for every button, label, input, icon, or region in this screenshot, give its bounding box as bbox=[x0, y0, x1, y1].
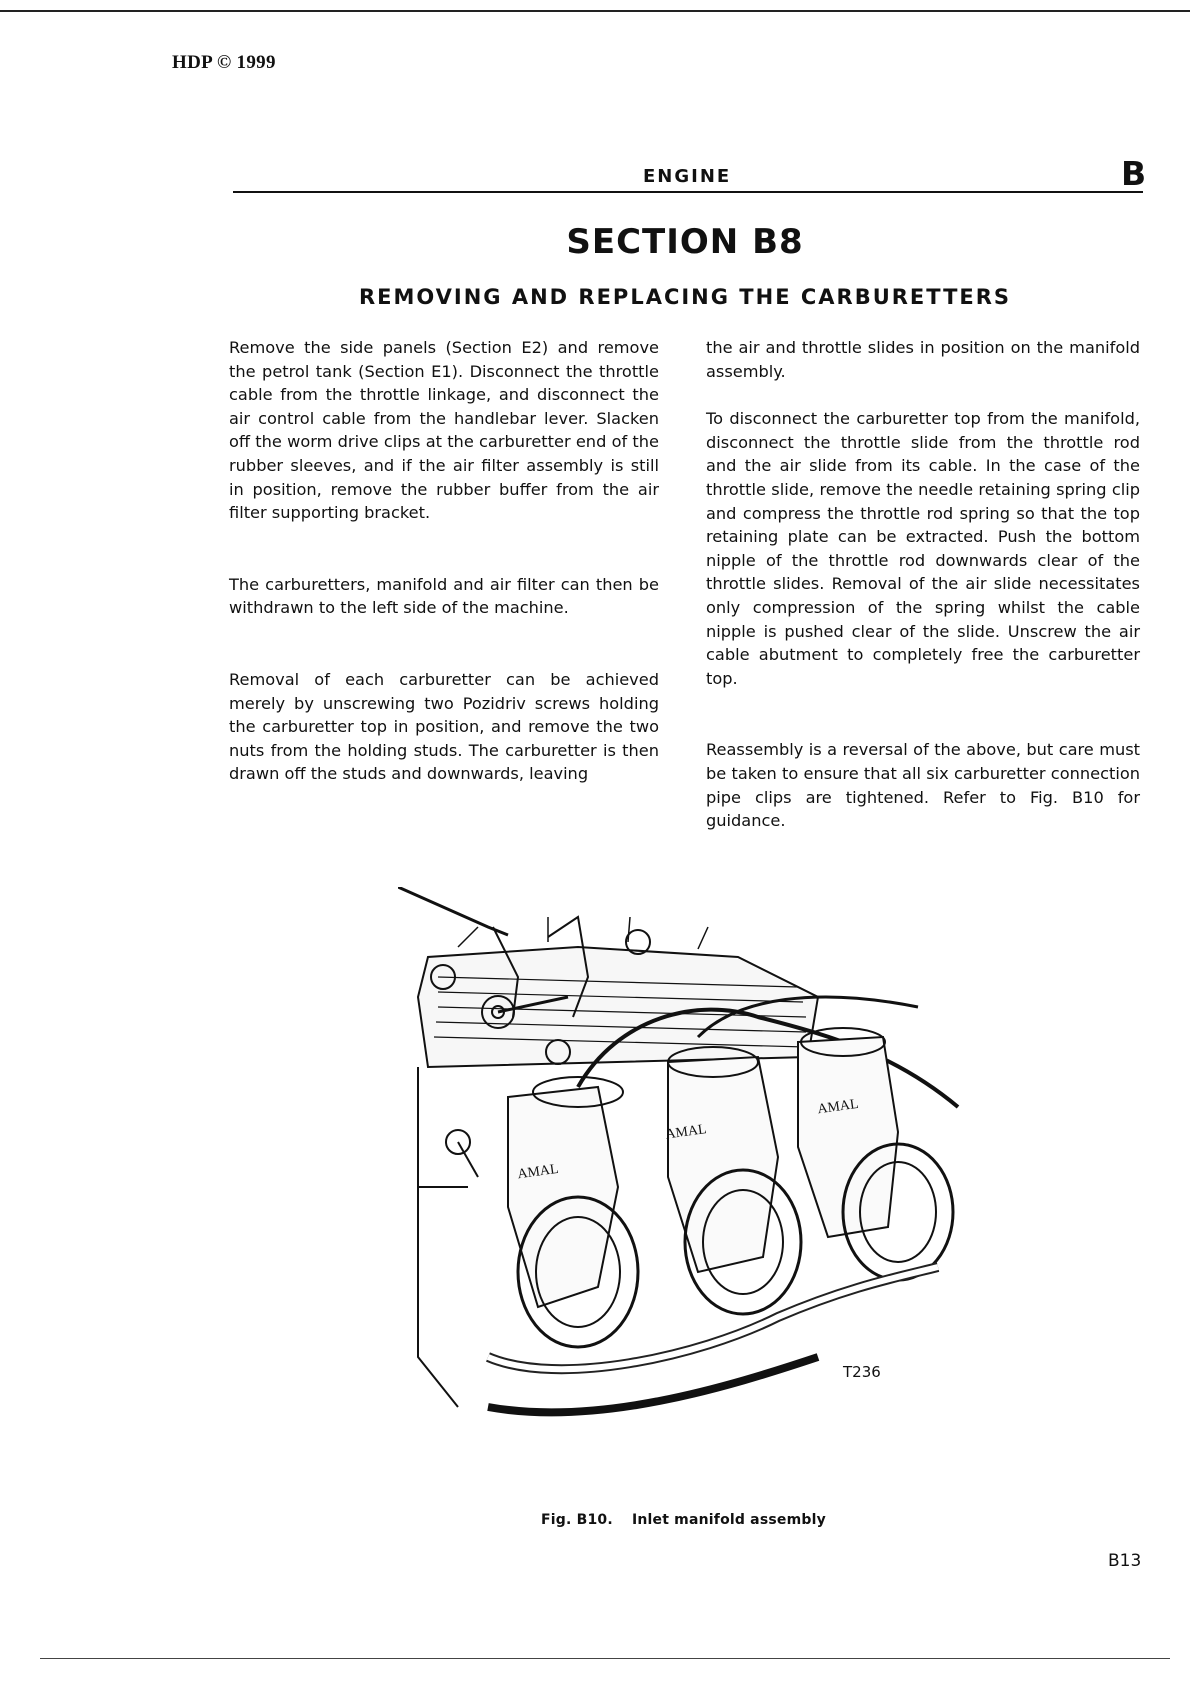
section-subtitle: REMOVING AND REPLACING THE CARBURETTERS bbox=[358, 285, 1012, 309]
page-number: B13 bbox=[1108, 1551, 1142, 1571]
figure-reference: T236 bbox=[843, 1363, 881, 1381]
header-rule bbox=[233, 191, 1143, 193]
bottom-rule bbox=[40, 1658, 1170, 1659]
inlet-manifold-illustration bbox=[398, 887, 978, 1467]
paragraph: Removal of each carburetter can be achieved merely by unscrewing two Pozidriv screws holding the carburetter top in position, and remove the two nuts from the holding studs. The carburetter is then drawn off the studs and downwards, leaving bbox=[229, 669, 659, 784]
copyright-notice: HDP © 1999 bbox=[172, 52, 276, 73]
paragraph: To disconnect the carburetter top from the manifold, disconnect the throttle slide from the throttle rod and the air slide from its cable. In the case of the throttle slide, remove the needle retaining spring clip and compress the throttle rod spring so that the top retaining plate can be extracted. Push the bottom nipple of the throttle rod downwards clear of the throttle slides. Removal of the air slide necessitates only compression of the spring whilst the cable nipple is pushed clear of the slide. Unscrew the air cable abutment to completely free the carburetter top. bbox=[706, 409, 1140, 688]
cylinder-head bbox=[418, 917, 868, 1407]
paragraph: The carburetters, manifold and air filter can then be withdrawn to the left side of the machine. bbox=[229, 574, 659, 618]
carburetter-left bbox=[508, 1077, 638, 1347]
paragraph: Reassembly is a reversal of the above, but care must be taken to ensure that all six carburetter connection pipe clips are tightened. Refer to Fig. B10 for guidance. bbox=[706, 740, 1140, 831]
running-header: ENGINE bbox=[643, 166, 732, 187]
carburetter-centre bbox=[665, 1047, 801, 1314]
figure-caption-text: Inlet manifold assembly bbox=[631, 1512, 826, 1528]
paragraph: the air and throttle slides in position on the manifold assembly. bbox=[706, 338, 1140, 381]
paragraph: Remove the side panels (Section E2) and remove the petrol tank (Section E1). Disconnect the throttle cable from the throttle linkage, and disconnect the air control cable from the handlebar lever. Slacken off the worm drive clips at the carburetter end of the rubber sleeves, and if the air filter assembly is still in position, remove the rubber buffer from the air filter supporting bracket. bbox=[229, 338, 659, 523]
carb-marking: AMAL bbox=[516, 1161, 560, 1183]
carb-marking: AMAL bbox=[664, 1122, 708, 1143]
figure-caption bbox=[541, 1512, 826, 1528]
right-column bbox=[706, 336, 1140, 881]
left-column bbox=[229, 336, 659, 834]
carb-marking: AMAL bbox=[816, 1096, 860, 1118]
figure-caption-label: Fig. B10. bbox=[541, 1512, 613, 1528]
section-letter: B bbox=[1121, 154, 1147, 193]
section-title: SECTION B8 bbox=[566, 222, 804, 262]
carburetter-right bbox=[798, 1028, 953, 1280]
top-rule bbox=[0, 10, 1190, 12]
